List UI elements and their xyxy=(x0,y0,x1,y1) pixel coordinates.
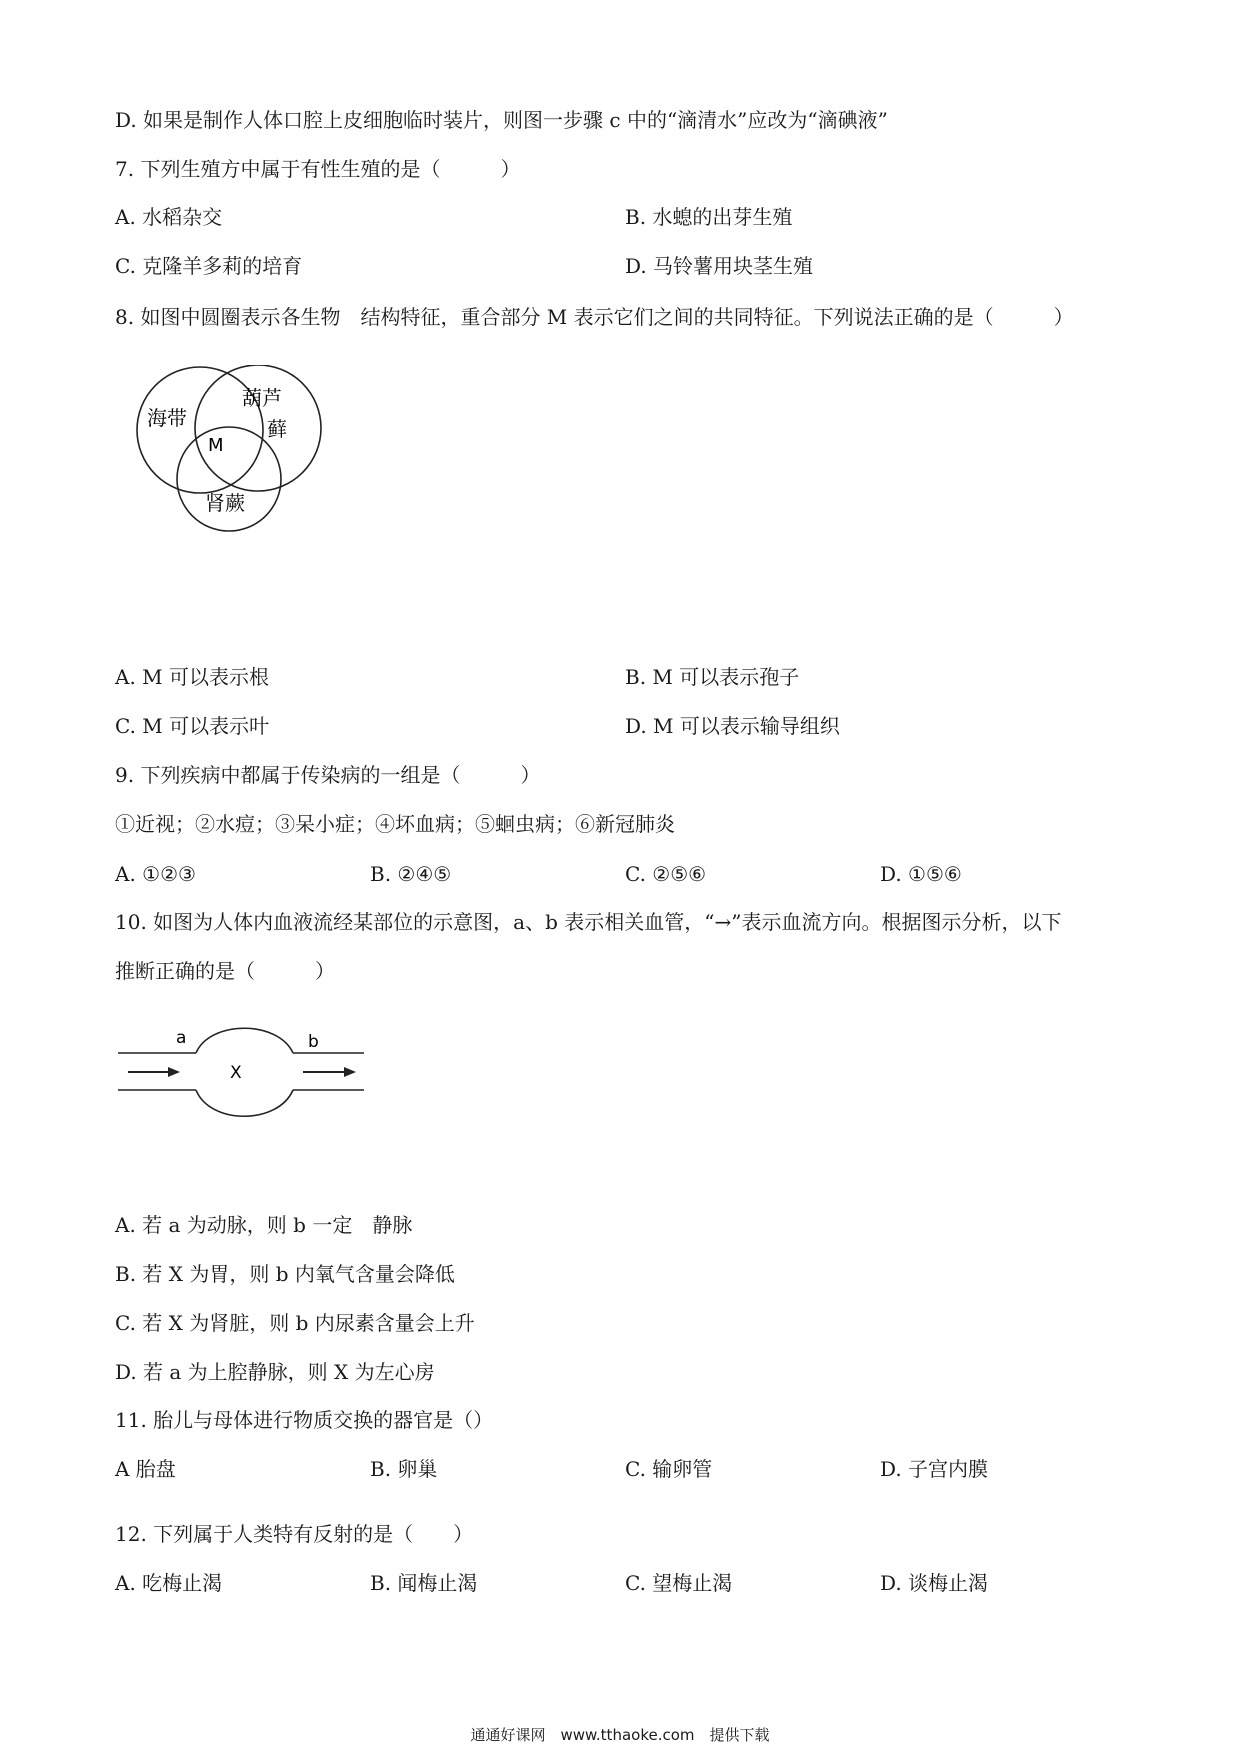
q7-option-a: A. 水稻杂交 xyxy=(115,205,223,229)
venn-circle-2 xyxy=(195,365,321,491)
arrow-in-head xyxy=(168,1067,180,1077)
q10-stem-line1: 10. 如图为人体内血液流经某部位的示意图，a、b 表示相关血管，“→”表示血流方向。根据图示分析，以下 xyxy=(115,910,1062,934)
venn-label-1: 海带 xyxy=(147,406,187,430)
q12-option-b: B. 闻梅止渴 xyxy=(370,1571,478,1595)
organ-x-outline xyxy=(196,1028,293,1116)
page-footer: 通通好课网 www.tthaoke.com 提供下载 xyxy=(470,1726,770,1744)
q6-option-d: D. 如果是制作人体口腔上皮细胞临时装片，则图一步骤 c 中的“滴清水”应改为“滴碘液” xyxy=(115,108,888,132)
q12-option-c: C. 望梅止渴 xyxy=(625,1571,733,1595)
label-x: X xyxy=(230,1063,242,1083)
q8-option-b: B. M 可以表示孢子 xyxy=(625,665,800,689)
q8-option-a: A. M 可以表示根 xyxy=(115,665,269,689)
blood-flow-diagram xyxy=(118,1015,368,1130)
label-a: a xyxy=(176,1028,187,1048)
venn-label-2b: 藓 xyxy=(267,417,287,441)
venn-diagram xyxy=(125,365,325,535)
venn-label-2a: 葫芦 xyxy=(242,386,282,410)
q10-option-c: C. 若 X 为肾脏，则 b 内尿素含量会上升 xyxy=(115,1311,475,1335)
q8-stem: 8. 如图中圆圈表示各生物 结构特征，重合部分 M 表示它们之间的共同特征。下列说法正确的是（ ） xyxy=(115,305,1074,329)
q7-option-b: B. 水螅的出芽生殖 xyxy=(625,205,793,229)
q9-option-d: D. ①⑤⑥ xyxy=(880,862,962,886)
q7-option-c: C. 克隆羊多莉的培育 xyxy=(115,254,303,278)
arrow-out-head xyxy=(344,1067,356,1077)
q7-option-d: D. 马铃薯用块茎生殖 xyxy=(625,254,814,278)
q12-option-a: A. 吃梅止渴 xyxy=(115,1571,223,1595)
q12-stem: 12. 下列属于人类特有反射的是（ ） xyxy=(115,1522,474,1546)
q10-option-d: D. 若 a 为上腔静脉，则 X 为左心房 xyxy=(115,1360,435,1384)
q12-option-d: D. 谈梅止渴 xyxy=(880,1571,989,1595)
q11-stem: 11. 胎儿与母体进行物质交换的器官是（） xyxy=(115,1408,494,1432)
q9-items: ①近视；②水痘；③呆小症；④坏血病；⑤蛔虫病；⑥新冠肺炎 xyxy=(115,812,675,836)
q9-stem: 9. 下列疾病中都属于传染病的一组是（ ） xyxy=(115,763,541,787)
q10-option-b: B. 若 X 为胃，则 b 内氧气含量会降低 xyxy=(115,1262,455,1286)
q10-stem-line2: 推断正确的是（ ） xyxy=(115,959,335,983)
venn-circle-3 xyxy=(177,427,281,531)
q9-option-c: C. ②⑤⑥ xyxy=(625,862,707,886)
q11-option-a: A 胎盘 xyxy=(115,1457,176,1481)
q9-option-a: A. ①②③ xyxy=(115,862,196,886)
q8-option-d: D. M 可以表示输导组织 xyxy=(625,714,840,738)
venn-center-label: M xyxy=(208,435,224,456)
q10-option-a: A. 若 a 为动脉，则 b 一定 静脉 xyxy=(115,1213,413,1237)
q11-option-c: C. 输卵管 xyxy=(625,1457,713,1481)
q11-option-d: D. 子宫内膜 xyxy=(880,1457,989,1481)
label-b: b xyxy=(308,1032,319,1052)
venn-label-3: 肾蕨 xyxy=(205,491,245,515)
q7-stem: 7. 下列生殖方中属于有性生殖的是（ ） xyxy=(115,157,521,181)
q11-option-b: B. 卵巢 xyxy=(370,1457,438,1481)
q9-option-b: B. ②④⑤ xyxy=(370,862,452,886)
q8-option-c: C. M 可以表示叶 xyxy=(115,714,270,738)
